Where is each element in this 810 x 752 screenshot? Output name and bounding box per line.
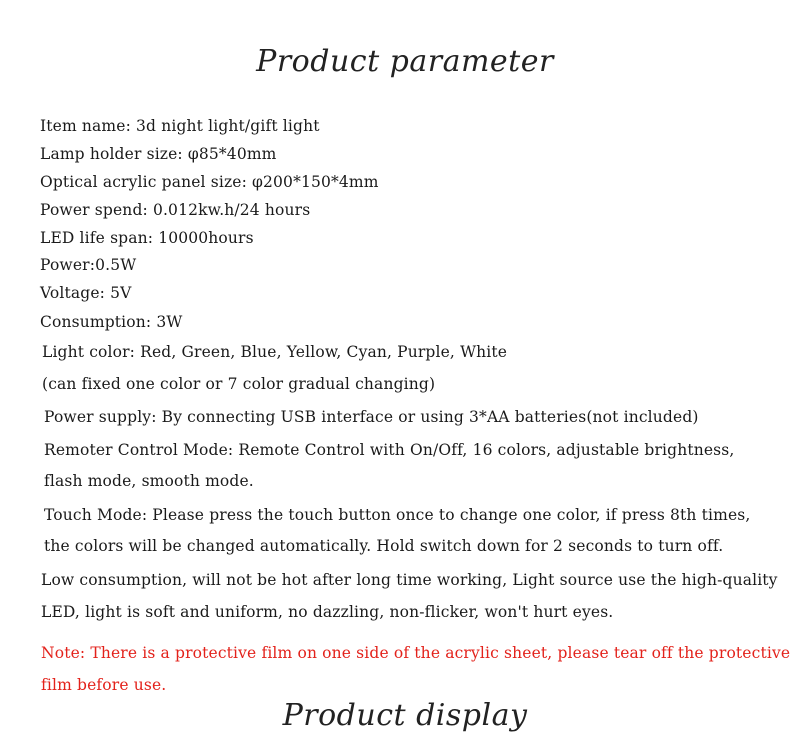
spec-led-life-span: LED life span: 10000hours <box>40 229 254 247</box>
spec-touch-mode-cont: the colors will be changed automatically. Hold switch down for 2 seconds to turn off. <box>44 537 724 555</box>
spec-consumption: Consumption: 3W <box>40 313 183 331</box>
spec-remote-control-mode: Remoter Control Mode: Remote Control with On/Off, 16 colors, adjustable brightness, <box>44 441 735 459</box>
spec-power: Power:0.5W <box>40 256 137 274</box>
spec-light-color: Light color: Red, Green, Blue, Yellow, Cyan, Purple, White <box>42 343 508 361</box>
protective-film-note-cont: film before use. <box>41 676 167 694</box>
spec-panel-size: Optical acrylic panel size: φ200*150*4mm <box>40 173 379 191</box>
spec-lamp-holder-size: Lamp holder size: φ85*40mm <box>40 145 277 163</box>
spec-power-supply: Power supply: By connecting USB interface or using 3*AA batteries(not included) <box>44 408 699 426</box>
spec-item-name: Item name: 3d night light/gift light <box>40 117 320 135</box>
spec-remote-control-mode-cont: flash mode, smooth mode. <box>44 472 254 490</box>
protective-film-note: Note: There is a protective film on one side of the acrylic sheet, please tear off the protective <box>41 644 791 662</box>
spec-light-color-detail: (can fixed one color or 7 color gradual changing) <box>42 375 436 393</box>
spec-low-consumption-cont: LED, light is soft and uniform, no dazzling, non-flicker, won't hurt eyes. <box>41 603 614 621</box>
spec-power-spend: Power spend: 0.012kw.h/24 hours <box>40 201 311 219</box>
spec-low-consumption: Low consumption, will not be hot after long time working, Light source use the high-quality <box>41 571 778 589</box>
product-display-heading: Product display <box>282 698 528 733</box>
spec-voltage: Voltage: 5V <box>40 284 132 302</box>
product-parameter-heading: Product parameter <box>256 44 554 79</box>
spec-touch-mode: Touch Mode: Please press the touch button once to change one color, if press 8th times, <box>44 506 751 524</box>
